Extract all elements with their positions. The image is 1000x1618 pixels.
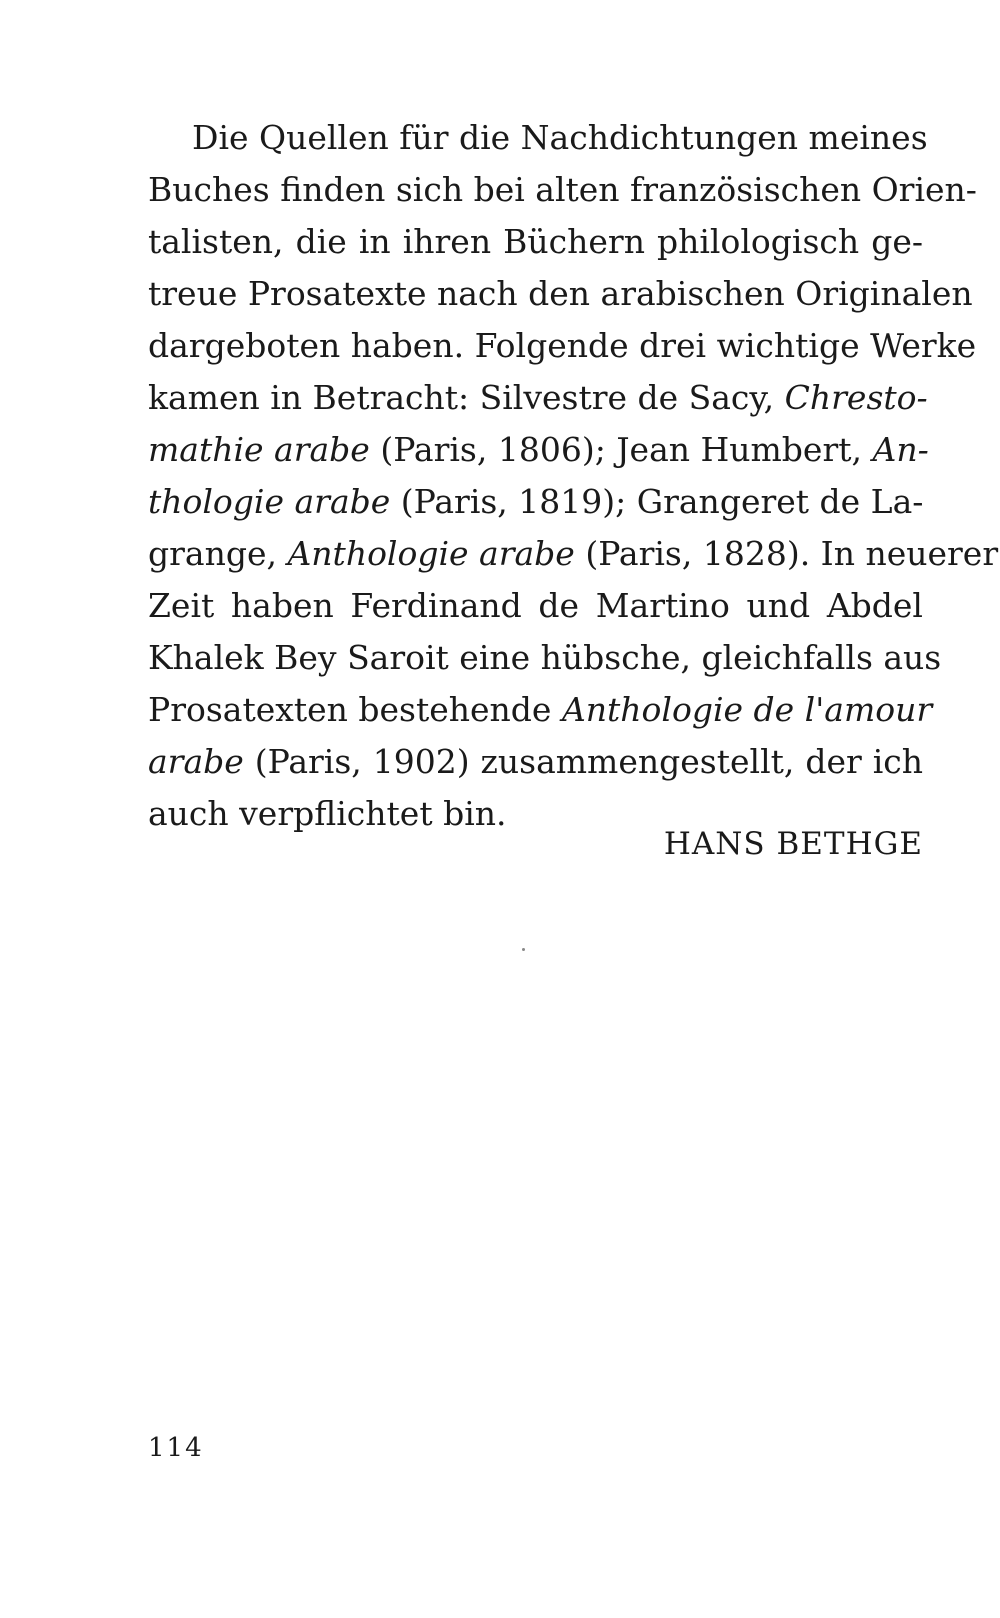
paragraph-line: Khalek Bey Saroit eine hübsche, gleichfalls aus <box>148 638 942 677</box>
book-title: thologie arabe <box>148 482 391 521</box>
paragraph-line: Zeit haben Ferdinand de Martino und Abdel <box>148 586 923 625</box>
book-title: mathie arabe <box>148 430 370 469</box>
paragraph-line: Die Quellen für die Nachdichtungen meines <box>192 118 928 157</box>
paragraph-line: grange, Anthologie arabe (Paris, 1828). In neuerer <box>148 534 999 573</box>
book-title: arabe <box>148 742 244 781</box>
author-signature: HANS BETHGE <box>663 826 923 862</box>
print-speck <box>522 948 525 951</box>
paragraph-line: treue Prosatexte nach den arabischen Originalen <box>148 274 973 313</box>
paragraph-line: talisten, die in ihren Büchern philologisch ge- <box>148 222 923 261</box>
page-number: 114 <box>148 1433 204 1463</box>
paragraph-line: auch verpflichtet bin. <box>148 794 507 833</box>
paragraph-line: mathie arabe (Paris, 1806); Jean Humbert, An- <box>148 430 929 469</box>
paragraph-line: kamen in Betracht: Silvestre de Sacy, Chresto- <box>148 378 928 417</box>
paragraph-line: Prosatexten bestehende Anthologie de l'amour <box>148 690 933 729</box>
book-title: An- <box>872 430 929 469</box>
afterword-paragraph <box>148 112 999 840</box>
paragraph-line: Buches finden sich bei alten französischen Orien- <box>148 170 977 209</box>
paragraph-line: arabe (Paris, 1902) zusammengestellt, der ich <box>148 742 923 781</box>
book-title: Anthologie arabe <box>287 534 575 573</box>
book-title: Anthologie de l'amour <box>561 690 933 729</box>
paragraph-line: thologie arabe (Paris, 1819); Grangeret de La- <box>148 482 924 521</box>
book-title: Chresto- <box>784 378 928 417</box>
paragraph-line: dargeboten haben. Folgende drei wichtige Werke <box>148 326 977 365</box>
